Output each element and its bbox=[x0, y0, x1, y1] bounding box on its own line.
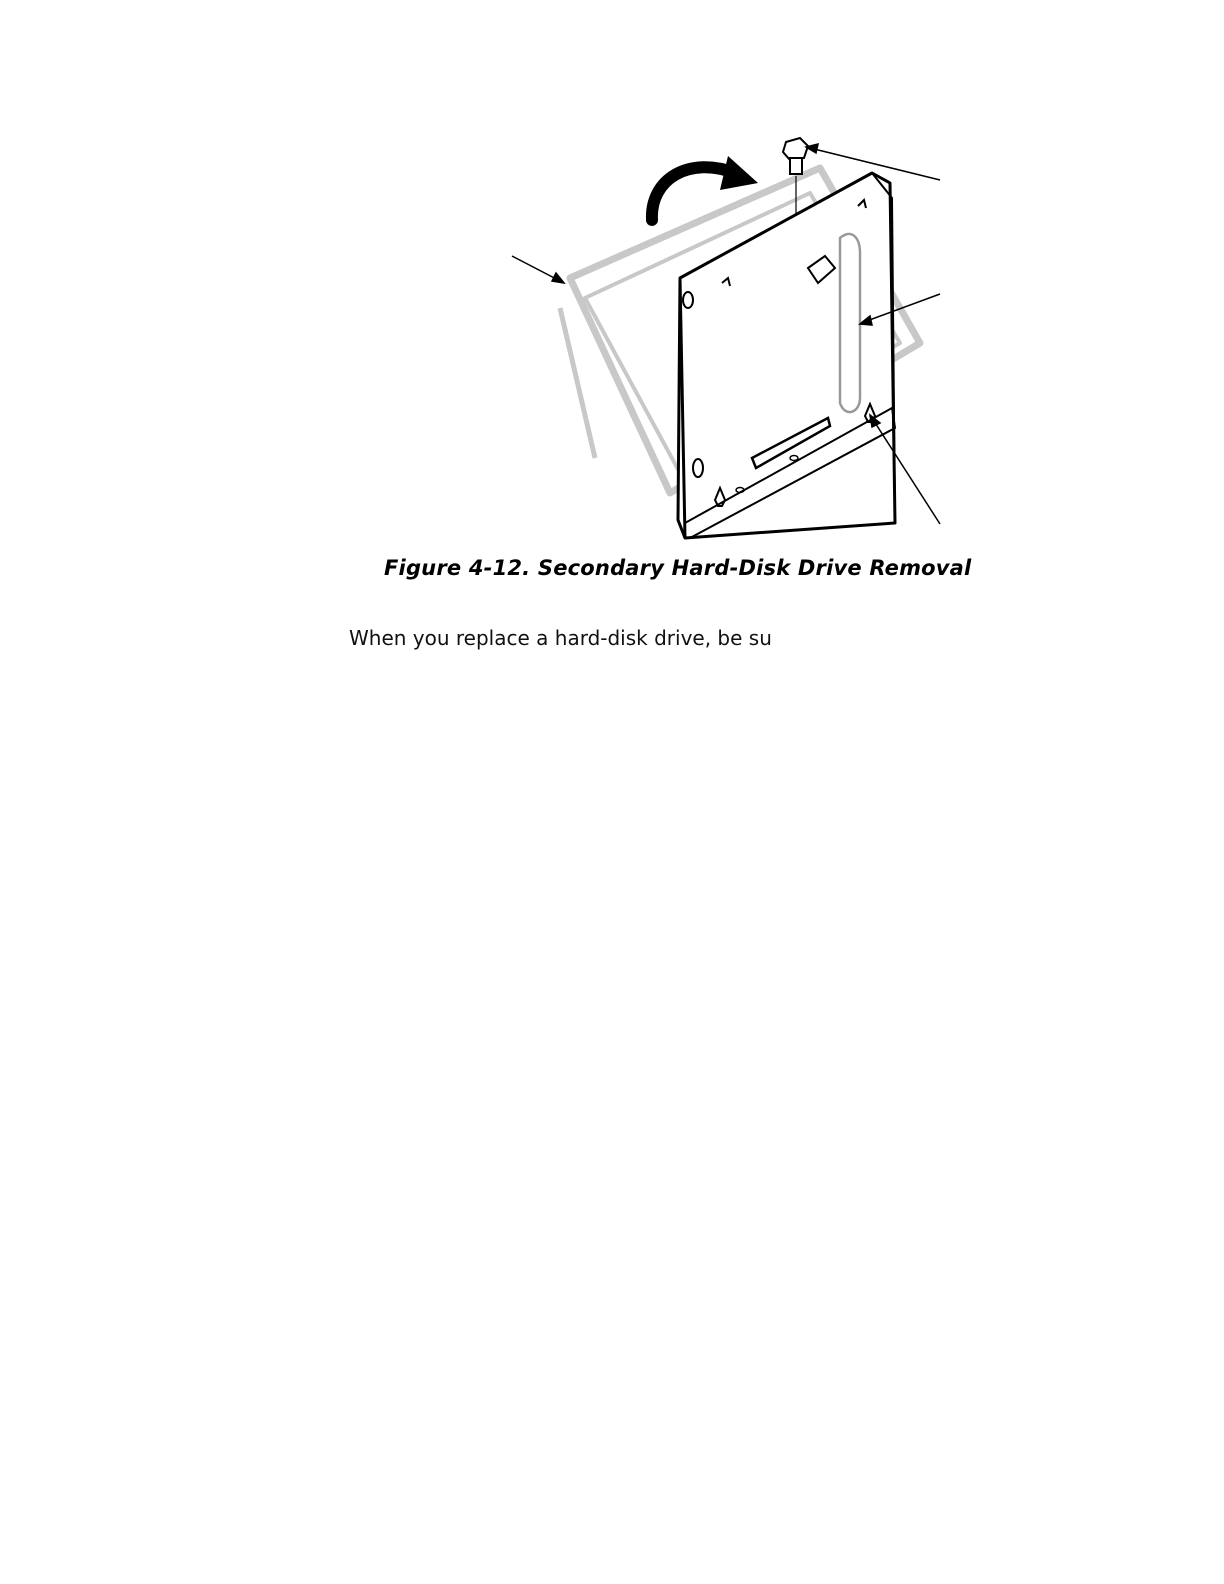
figure-caption: Figure 4-12. Secondary Hard-Disk Drive Removal bbox=[384, 556, 972, 580]
figure-4-12 bbox=[500, 128, 960, 548]
body-paragraph: When you replace a hard-disk drive, be su bbox=[349, 626, 772, 650]
hard-disk-drive-removal-illustration bbox=[500, 128, 960, 548]
rotation-arrow-icon bbox=[652, 156, 758, 220]
drive-bracket-plate bbox=[678, 173, 895, 538]
